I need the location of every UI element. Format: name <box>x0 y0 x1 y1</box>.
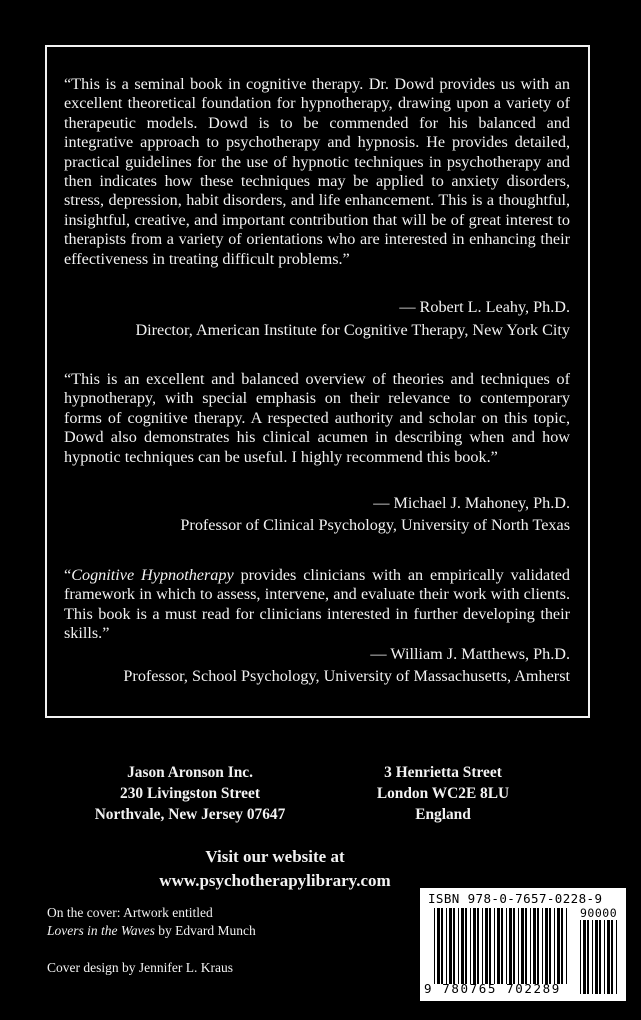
barcode-bar <box>461 908 464 984</box>
publisher-city: Northvale, New Jersey 07647 <box>94 806 286 823</box>
barcode-bar <box>473 908 476 984</box>
barcode-bar <box>599 920 601 994</box>
design-credit: Cover design by Jennifer L. Kraus <box>47 960 233 975</box>
book-title: Cognitive Hypnotherapy <box>71 566 234 584</box>
barcode-bar <box>530 908 531 984</box>
barcode-bar <box>458 908 459 984</box>
review-3-affiliation: Professor, School Psychology, University of Massachusetts, Amherst <box>123 667 570 685</box>
barcode-bar <box>533 908 536 984</box>
publisher-uk-address <box>368 762 518 825</box>
review-quote-1: “This is a seminal book in cognitive therapy. Dr. Dowd provides us with an excellent theoretical foundation for hypnotherapy, drawing upon a variety of therapeutic models. Dowd is to be commended for his balanced and integrative approach to psychotherapy and hypnosis. He provides detailed, practical guidelines for the use of hypnotic techniques in psychotherapy and then indicates how these techniques may be applied to anxiety disorders, stress, depression, habit disorders, and life enhancement. This is a thoughtful, insightful, creative, and important contribution that will be of great interest to therapists from a variety of orientations who are interested in enhancing their effectiveness in treating difficult problems.” <box>64 75 570 268</box>
barcode-bar <box>497 908 500 984</box>
review-1-affiliation: Director, American Institute for Cognitive Therapy, New York City <box>135 321 570 339</box>
barcode-bar <box>566 908 567 984</box>
barcode-bar <box>580 920 581 994</box>
barcode-bar <box>465 908 467 984</box>
artwork-artist: by Edvard Munch <box>154 923 256 938</box>
barcode-bar <box>449 908 452 984</box>
review-quote-2: “This is an excellent and balanced overview of theories and techniques of hypnotherapy, with special emphasis on their relevance to contemporary forms of cognitive therapy. A respected authority and scholar on this topic, Dowd also demonstrates his clinical acumen in describing when and how hypnotic techniques can be useful. I highly recommend this book.” <box>64 370 570 466</box>
barcode-bar <box>537 908 539 984</box>
barcode-bar <box>453 908 455 984</box>
uk-city: London WC2E 8LU <box>376 785 510 802</box>
review-quote-3 <box>64 566 570 644</box>
barcode-bar <box>482 908 483 984</box>
barcode-bar <box>611 920 613 994</box>
ean-number: 9 780765 702289 <box>424 981 561 996</box>
publisher-name: Jason Aronson Inc. <box>127 764 253 781</box>
barcode-bar <box>607 920 610 994</box>
barcode-bar <box>583 920 586 994</box>
barcode-bar <box>542 908 543 984</box>
barcode-bar <box>477 908 479 984</box>
open-quote: “ <box>64 566 72 584</box>
barcode-bar <box>587 920 589 994</box>
barcode-bar <box>485 908 488 984</box>
barcode-bar <box>592 920 593 994</box>
review-3-author: — William J. Matthews, Ph.D. <box>370 645 570 663</box>
barcode-bar <box>616 920 617 994</box>
barcode-bar <box>434 908 435 984</box>
barcode-bar <box>561 908 563 984</box>
publisher-us-address <box>70 762 310 825</box>
barcode-bar <box>437 908 440 984</box>
review-1-author: — Robert L. Leahy, Ph.D. <box>399 298 570 316</box>
barcode-bar <box>557 908 560 984</box>
barcode-bar <box>441 908 443 984</box>
barcode-bar <box>513 908 515 984</box>
cover-note-line1: On the cover: Artwork entitled <box>47 905 213 920</box>
barcode-bar <box>545 908 548 984</box>
barcode-bar <box>521 908 524 984</box>
barcode-bar <box>506 908 507 984</box>
barcode-bar <box>446 908 447 984</box>
uk-country: England <box>415 806 471 823</box>
barcode-bar <box>554 908 555 984</box>
isbn-barcode <box>420 888 626 1001</box>
website-intro: Visit our website at <box>205 847 345 866</box>
price-addon-number: 90000 <box>580 906 618 920</box>
review-2-author: — Michael J. Mahoney, Ph.D. <box>373 494 570 512</box>
website-url: www.psychotherapylibrary.com <box>159 871 391 890</box>
barcode-bar <box>518 908 519 984</box>
barcode-bar <box>549 908 551 984</box>
publisher-street: 230 Livingston Street <box>120 785 260 802</box>
artwork-title: Lovers in the Waves <box>47 923 155 938</box>
barcode-bar <box>470 908 471 984</box>
review-2-affiliation: Professor of Clinical Psychology, University of North Texas <box>180 516 570 534</box>
barcode-bar <box>489 908 491 984</box>
cover-note-line2 <box>47 922 256 940</box>
website-promo <box>130 845 420 893</box>
barcode-bar <box>604 920 605 994</box>
barcode-bar <box>595 920 598 994</box>
barcode-bar <box>494 908 495 984</box>
uk-street: 3 Henrietta Street <box>384 764 502 781</box>
barcode-bar <box>525 908 527 984</box>
review-3-text: provides clinicians with an empirically validated framework in which to assess, intervene, and evaluate their work with clients. This book is a must read for clinicians interested in further developing their skills.” <box>64 566 570 643</box>
isbn-label: ISBN 978-0-7657-0228-9 <box>428 891 603 906</box>
barcode-bar <box>509 908 512 984</box>
barcode-bar <box>501 908 503 984</box>
